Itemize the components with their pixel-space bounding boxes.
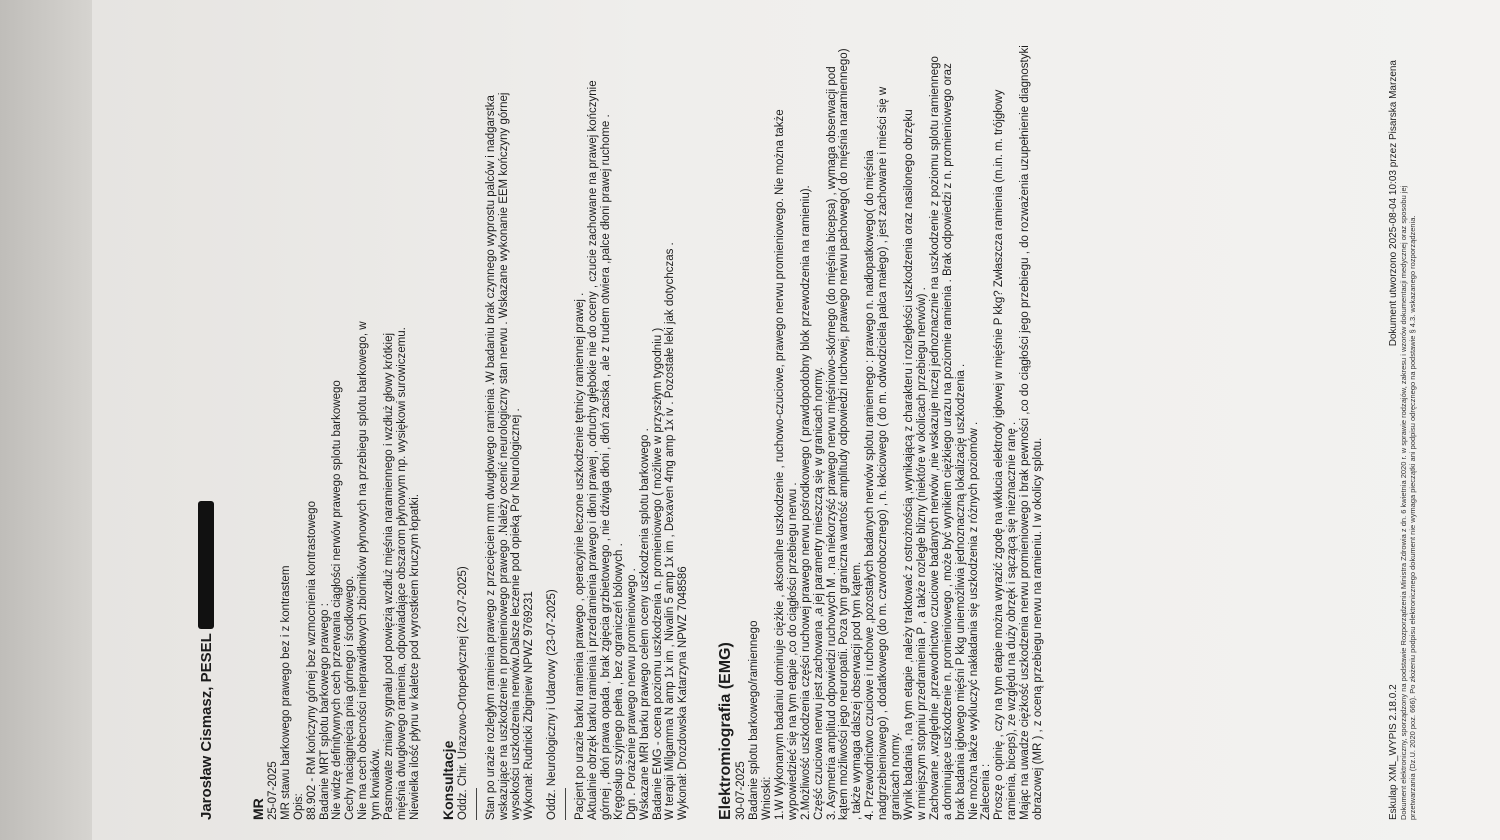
neuro-text-line: Kręgosłup szyjnego pełna , bez ograniczeń bólowych . bbox=[612, 543, 625, 820]
neuro-text-line: Dgn . Porażenie prawego nerwu promieniowego . bbox=[625, 568, 638, 820]
document-content bbox=[198, 10, 1045, 820]
neuro-text-line: W terapii Milgamma N amp 1x im , Nivalin 5 amp 1x im , Dexaven 4mg amp 1x iv . Pozostałe leki jak dotychczas . bbox=[664, 242, 677, 820]
footer-legal-note-2: przetwarzania (Dz.U. 2020 poz. 666). Po złożeniu podpisu elektronicznego dokument nie wymaga pieczątki ani podpisu odręcznego na podstawie § 4.3. wskazanego rozporządzenia. bbox=[1408, 215, 1417, 820]
emg-text-line: 2.Możliwość uszkodzenia części ruchowej prawego nerwu pośrodkowego ( prawdopodobny blok przewodzenia na ramieniu). bbox=[799, 185, 812, 820]
neuro-text-line: Wskazane MRI barku prawego celem oceny uszkodzenia splotu barkowego . bbox=[638, 428, 651, 820]
ortho-consultation bbox=[485, 10, 537, 820]
mr-text-line: Nie widzę definitywnych cech przerwania ciągłości nerwów prawego splotu barkowego bbox=[331, 380, 344, 820]
emg-text-line: ramienia, biceps), ze względu na duży obrzęk i sączącą się nieznacznie ranę . bbox=[1006, 421, 1019, 820]
emg-text-line: Proszę o opinię , czy na tym etapie można wyrazić zgodę na wkłucia elektrody igłowej w mięśnie P kkg? Zwłaszcza ramienia (m.in. m. trójgłowy bbox=[993, 89, 1006, 820]
mr-section-title: MR bbox=[250, 798, 266, 820]
emg-text-line: 30-07-2025 bbox=[735, 761, 748, 820]
neuro-text-line: górnej , dłoń prawa opada , brak zgięcia grzbietowego , nie dźwiga dłoni , dłoń zaciska , ale z trudem otwiera ,palce dłoni prawej ruchome . bbox=[599, 114, 612, 820]
neuro-consultation bbox=[574, 10, 690, 820]
emg-text-line: kątem możliwości jego neuropatii. Poza tym graniczna wartość amplitudy odpowiedzi ruchowej, prawego nerwu pachowego( do mięśnia naramiennego) bbox=[838, 48, 851, 820]
document-page bbox=[92, 0, 1500, 840]
emg-text-line: , także wymaga dalszej obserwacji pod tym kątem. bbox=[851, 561, 864, 820]
ortho-text-line: wskazujące na uszkodzenie n promieniowego prawego .Należy ocenić neurologiczny stan nerwu . Wskazane wykonanie EEM kończyny górnej bbox=[497, 92, 510, 820]
footer-created: Dokument utworzono 2025-08-04 10:03 przez Pisarska Marzena bbox=[1388, 60, 1399, 347]
emg-text-line: brak badania igłowego mięśni P kkg uniemożliwia jednoznaczną lokalizację uszkodzenia . bbox=[954, 363, 967, 820]
mr-section bbox=[267, 10, 422, 820]
emg-text-line: obrazowej (MR ) , z oceną przebiegu nerwu na ramieniu. I w okolicy splotu. bbox=[1032, 437, 1045, 820]
neuro-text-line: Wykonał: Drozdowska Katarzyna NPWZ 7048586 bbox=[677, 566, 690, 820]
emg-text-line: 1.W Wykonanym badaniu dominuje ciężkie , aksonalne uszkodzenie , ruchowo-czuciowe, prawego nerwu promieniowego. Nie można także bbox=[773, 109, 786, 820]
patient-header bbox=[198, 10, 214, 820]
emg-text-line: Nie można także wykluczyć nakładania się uszkodzenia z różnych poziomów . bbox=[967, 421, 980, 820]
ortho-text-line: Wykonał: Rudnicki Zbigniew NPWZ 9769231 bbox=[523, 591, 536, 820]
mr-text-line: Niewielka ilość płynu w kaletce pod wyrostkiem kruczym łopatki. bbox=[408, 494, 421, 820]
rotated-document bbox=[92, 0, 1500, 840]
emg-text-line: nadgrzebieniowego) , dodatkowego (do m. czworobocznego) , n. łokciowego ( do m. odwodziciela palca małego) , jest zachowane i mieści się w bbox=[877, 86, 890, 820]
emg-text-line: w mniejszym stopniu przedramienia P , a także rozległe blizny (niektóre w okolicach przebiegu nerwów) . bbox=[915, 287, 928, 820]
emg-text-line: Wnioski: bbox=[761, 776, 773, 820]
emg-text-line: Badanie splotu barkowego/ramiennego bbox=[748, 620, 761, 820]
document-footer bbox=[1388, 10, 1417, 820]
konsultacje-section-title: Konsultacje bbox=[439, 740, 456, 820]
neuro-department: Oddz. Neurologiczny i Udarowy (23-07-2025) bbox=[546, 589, 559, 820]
emg-text-line: a dominujące uszkodzenie n. promieniowego , może być wynikiem ciężkiego urazu na poziomie ramienia . Brak odpowiedzi z n. promieniowego oraz bbox=[941, 63, 954, 820]
emg-text-line: Wynik badania , na tym etapie ,należy traktować z ostrożnością ,wynikającą z charakteru i rozległości uszkodzenia oraz nasilonego obrzęku bbox=[902, 109, 915, 820]
redacted-pesel bbox=[198, 501, 214, 629]
ortho-text-line: wysokości uszkodzenia nerwów.Dalsze leczenie pod opieką Por Neurologicznej . bbox=[510, 408, 523, 820]
mr-text-line: mięśnia dwugłowego ramienia, odpowiadające obszarom płynowym np. wysiękowi surowiczemu. bbox=[395, 327, 408, 820]
neuro-text-line: Badanie EMG - ocena poziomu uszkodzenia n. promieniowego ( możliwe w przyszłym tygodniu ) bbox=[651, 327, 664, 820]
mr-text-line: 25-07-2025 bbox=[266, 761, 279, 820]
mr-text-line: Nie ma cech obecności nieprawidłowych zbiorników płynowych na przebiegu splotu barkowego, w bbox=[357, 321, 370, 820]
emg-text-line: granicach normy. bbox=[890, 732, 903, 820]
emg-text-line: Część czuciowa nerwu jest zachowana ,a jej parametry mieszczą się w granicach normy. bbox=[812, 367, 825, 820]
divider bbox=[476, 788, 477, 820]
mr-text-line: Cechy naciągnięcia pnia górnego i środkowego. bbox=[344, 575, 357, 820]
divider bbox=[565, 788, 566, 820]
emg-text-line: 3. Asymetria amplitud odpowiedzi ruchowych M . na niekorzyść prawego nerwu mięśniowo-skórnego (do mięśnia bicepsa) , wymaga obserwacji pod bbox=[825, 66, 838, 820]
emg-text-line: Zalecenia : bbox=[980, 763, 993, 820]
emg-text-line: 4. Przewodnictwo czuciowe i ruchowe ,pozostałych badanych nerwów splotu ramiennego : prawego n. nadłopatkowego( do mięśnia bbox=[864, 150, 877, 820]
emg-section bbox=[735, 10, 1045, 820]
emg-text-line: Mając na uwadze ciężkość uszkodzenia nerwu promieniowego i brak pewności ,co do ciągłości jego przebiegu , do rozważenia uzupełnienie diagnostyki bbox=[1019, 45, 1032, 820]
neuro-text-line: Aktualnie obrzęk barku ramienia i przedramienia prawego i dłoni prawej , odruchy głębokie nie do oceny , czucie zachowane na prawej kończynie bbox=[587, 80, 600, 820]
footer-legal-note-1: Dokument elektroniczny, sporządzony na podstawie Rozporządzenia Ministra Zdrowia z dn. 6 kwietnia 2020 r. w sprawie rodzajów, zakresu i wzorów dokumentacji medycznej oraz sposobu jej bbox=[1399, 185, 1408, 820]
emg-text-line: wypowiedzieć się na tym etapie ,co do ciągłości przebiegu nerwu . bbox=[786, 482, 799, 820]
mr-text-line: MR stawu barkowego prawego bez i z kontrastem bbox=[279, 565, 292, 820]
ortho-text-line: Stan po urazie rozległym ramienia prawego z przecięciem mm dwugłowego ramienia .W badaniu brak czynnego wyprostu palców i nadgarstka bbox=[484, 95, 497, 820]
mr-text-line: Badanie MRT splotu barkowego prawego : bbox=[318, 603, 331, 820]
emg-text-line: Zachowane ,względnie ,przewodnictwo czuciowe badanych nerwów ,nie wskazuje niczej jednoznacznie na uszkodzenie z poziomu splotu ramiennego bbox=[928, 56, 941, 820]
ortho-department: Oddz. Chir. Urazowo-Ortopedycznej (22-07-2025) bbox=[456, 566, 469, 820]
mr-text-line: Pasmowate zmiany sygnału pod powięzią wzdłuż mięśnia naramiennego i wzdłuż głowy krótkiej bbox=[383, 332, 396, 820]
emg-section-title: Elektromiografia (EMG) bbox=[717, 642, 735, 820]
patient-name: Jarosław Cismasz, PESEL bbox=[198, 633, 215, 820]
photo-background-edge bbox=[0, 0, 92, 840]
mr-text-line: 88.902 - RM kończyny górnej bez wzmocnienia kontrastowego bbox=[305, 501, 318, 820]
neuro-text-line: Pacjent po urazie barku ramienia prawego , operacyjnie leczone uszkodzenie tętnicy ramiennej prawej . bbox=[574, 292, 587, 820]
footer-software: Eskulap XML_WYPIS 2.18.0.2 bbox=[1388, 684, 1399, 820]
mr-text-line: Opis: bbox=[292, 793, 305, 820]
mr-text-line: tym krwiaków. bbox=[370, 748, 383, 820]
